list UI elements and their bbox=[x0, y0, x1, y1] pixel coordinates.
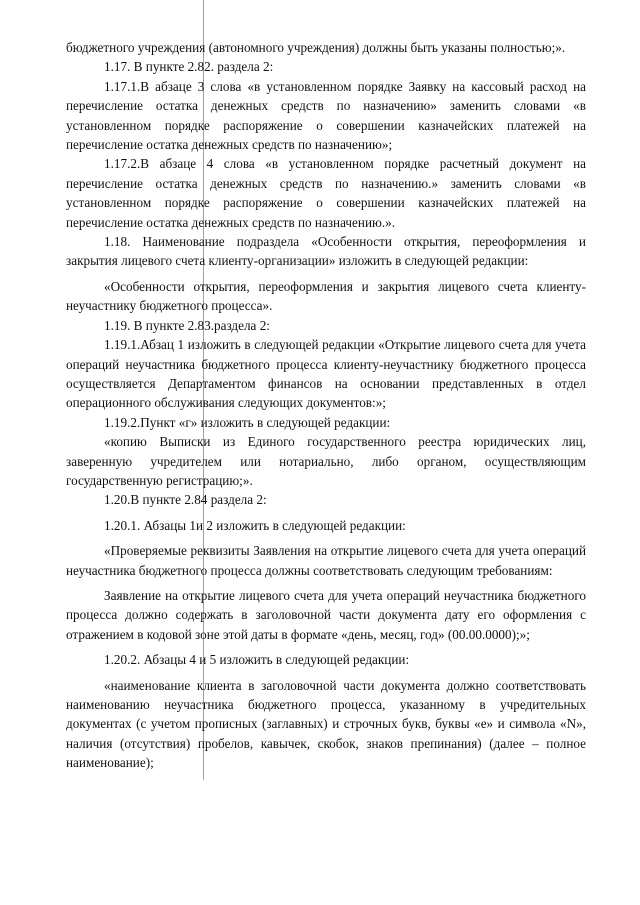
document-page bbox=[66, 38, 586, 773]
document-paragraph: 1.17.2.В абзаце 4 слова «в установленном порядке расчетный документ на перечисление остатка денежных средств по назначению.» заменить словами «в установленном порядке распоряжение о совершении казначейских платежей на перечисление остатка денежных средств по назначению.». bbox=[66, 156, 586, 230]
document-paragraph: 1.18. Наименование подраздела «Особенности открытия, переоформления и закрытия лицевого счета клиенту-организации» изложить в следующей редакции: bbox=[66, 234, 586, 269]
document-paragraph: Заявление на открытие лицевого счета для учета операций неучастника бюджетного процесса должно содержать в заголовочной части документа дату его оформления с отражением в кодовой зоне этой даты в формате «день, месяц, год» (00.00.0000);»; bbox=[66, 587, 586, 642]
document-paragraph: «Проверяемые реквизиты Заявления на открытие лицевого счета для учета операций неучастника бюджетного процесса должны соответствовать следующим требованиям: bbox=[66, 543, 586, 578]
document-paragraph: бюджетного учреждения (автономного учреждения) должны быть указаны полностью;». bbox=[66, 40, 566, 55]
document-paragraph: «Особенности открытия, переоформления и закрытия лицевого счета клиенту-неучастнику бюджетного процесса». bbox=[66, 278, 586, 314]
document-paragraph: 1.17.1.В абзаце 3 слова «в установленном порядке Заявку на кассовый расход на перечисление остатка денежных средств по назначению» заменить словами «в установленном порядке распоряжение о совершении казначейских платежей на перечисление остатка денежных средств по назначению»; bbox=[66, 78, 586, 153]
document-paragraph: «наименование клиента в заголовочной части документа должно соответствовать наименованию неучастника бюджетного процесса, указанному в учредительных документах (с учетом прописных (заглавных) и строчных букв, буквы «е» и символа «N», наличия (отсутствия) пробелов, кавычек, скобок, знаков препинания) (далее – полное наименование); bbox=[66, 677, 586, 771]
document-paragraph: 1.20.1. Абзацы 1и 2 изложить в следующей редакции: bbox=[104, 517, 406, 533]
document-paragraph: 1.20.2. Абзацы 4 и 5 изложить в следующей редакции: bbox=[104, 652, 410, 668]
document-paragraph: «копию Выписки из Единого государственного реестра юридических лиц, заверенную учредителем или нотариально, либо органом, осуществляющим государственную регистрацию;». bbox=[66, 434, 586, 488]
document-paragraph: 1.19. В пункте 2.83.раздела 2: bbox=[104, 317, 270, 333]
document-paragraph: 1.19.2.Пункт «г» изложить в следующей редакции: bbox=[104, 414, 391, 430]
document-paragraph: 1.17. В пункте 2.82. раздела 2: bbox=[104, 59, 274, 75]
document-paragraph: 1.20.В пункте 2.84 раздела 2: bbox=[104, 492, 267, 508]
document-paragraph: 1.19.1.Абзац 1 изложить в следующей редакции «Открытие лицевого счета для учета операций неучастника бюджетного процесса клиенту-неучастнику бюджетного процесса осуществляется Департаментом финансов на основании представленных в отдел операционного обслуживания следующих документов:»; bbox=[66, 337, 586, 411]
